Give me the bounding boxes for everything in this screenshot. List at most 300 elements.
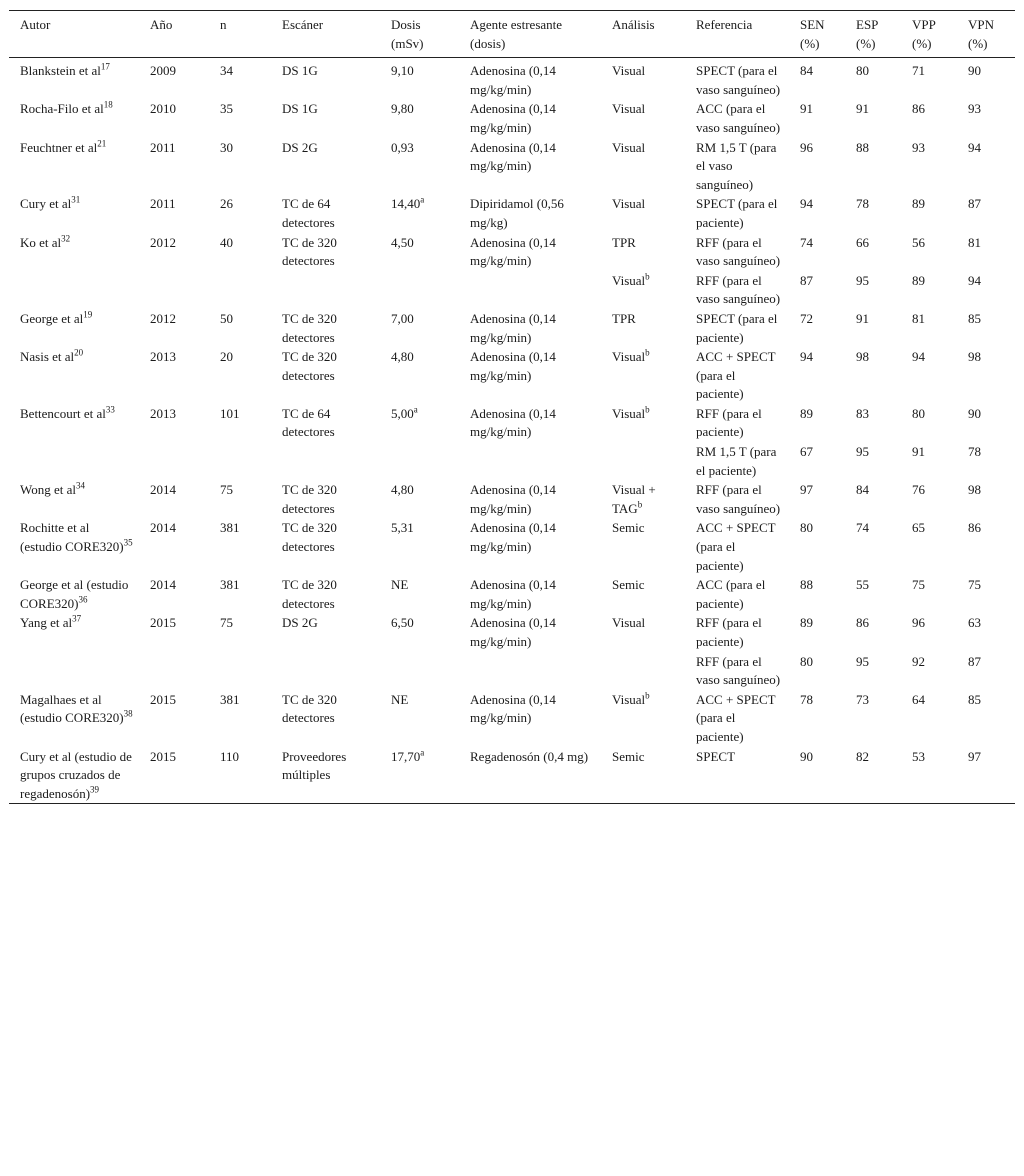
cell-analisis-text: Visual + TAG	[612, 482, 656, 516]
cell-referencia-text: RFF (para el vaso sanguíneo)	[696, 272, 781, 307]
cell-referencia	[685, 404, 789, 442]
cell-dosis-text: 4,50	[391, 234, 414, 250]
cell-autor-text: Rochitte et al (estudio CORE320)	[20, 520, 124, 555]
cell-analisis-text: Visual	[612, 196, 646, 212]
cell-n-text: 40	[220, 234, 233, 250]
cell-vpp	[901, 194, 957, 232]
cell-referencia-text: SPECT	[696, 748, 736, 764]
cell-vpn-text: 63	[968, 615, 981, 631]
cell-referencia-text: RFF (para el vaso sanguíneo)	[696, 234, 781, 269]
cell-esp	[845, 138, 901, 195]
cell-esp-text: 98	[856, 349, 869, 365]
cell-sen	[789, 233, 845, 271]
cell-esp-text: 78	[856, 196, 869, 212]
cell-escaner	[271, 575, 380, 613]
cell-esp	[845, 480, 901, 518]
cell-vpn	[957, 652, 1015, 690]
cell-agente	[459, 690, 601, 747]
cell-esp-text: 91	[856, 310, 869, 326]
cell-sen-text: 80	[800, 653, 813, 669]
cell-vpn	[957, 747, 1015, 804]
cell-n	[209, 480, 271, 518]
cell-autor-text: George et al (estudio CORE320)	[20, 577, 129, 611]
cell-vpn-text: 93	[968, 101, 981, 117]
col-header-esp: ESP (%)	[856, 17, 878, 51]
cell-agente	[459, 309, 601, 347]
cell-n	[209, 347, 271, 404]
cell-autor	[9, 652, 139, 690]
cell-sen	[789, 271, 845, 309]
cell-agente-text: Adenosina (0,14 mg/kg/min)	[470, 691, 556, 726]
cell-agente	[459, 652, 601, 690]
cell-vpp	[901, 690, 957, 747]
cell-autor	[9, 480, 139, 518]
citation-superscript: 19	[83, 309, 93, 320]
cell-esp-text: 88	[856, 139, 869, 155]
col-header-analisis: Análisis	[612, 17, 655, 32]
cell-escaner	[271, 747, 380, 804]
cell-esp	[845, 442, 901, 480]
cell-esp	[845, 347, 901, 404]
cell-vpp-text: 64	[912, 691, 925, 707]
cell-esp-text: 73	[856, 691, 869, 707]
cell-esp-text: 66	[856, 234, 869, 250]
cell-escaner-text: TC de 320 detectores	[282, 691, 337, 726]
cell-vpp-text: 91	[912, 444, 925, 460]
cell-autor	[9, 271, 139, 309]
cell-anio-text: 2015	[150, 691, 176, 707]
cell-anio-text: 2015	[150, 748, 176, 764]
cell-agente-text: Dipiridamol (0,56 mg/kg)	[470, 196, 564, 230]
citation-superscript: 37	[72, 614, 82, 625]
cell-analisis-text: Visual	[612, 101, 646, 117]
cell-analisis	[601, 480, 685, 518]
table-row	[9, 58, 1015, 100]
cell-analisis	[601, 138, 685, 195]
cell-esp-text: 74	[856, 520, 869, 536]
cell-escaner	[271, 347, 380, 404]
cell-n	[209, 138, 271, 195]
cell-analisis	[601, 233, 685, 271]
cell-analisis	[601, 613, 685, 651]
cell-anio-text: 2010	[150, 101, 176, 117]
cell-esp	[845, 575, 901, 613]
citation-superscript: 31	[71, 195, 81, 206]
cell-esp	[845, 271, 901, 309]
cell-autor	[9, 58, 139, 100]
cell-vpp-text: 56	[912, 234, 925, 250]
cell-autor-text: Blankstein et al	[20, 63, 101, 79]
cell-anio	[139, 690, 209, 747]
cell-sen-text: 87	[800, 272, 813, 288]
cell-analisis	[601, 747, 685, 804]
cell-analisis-text: Visual	[612, 139, 646, 155]
citation-superscript: 33	[105, 404, 115, 415]
cell-autor-text: George et al	[20, 310, 84, 326]
footnote-marker: b	[637, 499, 643, 510]
cell-vpn-text: 90	[968, 63, 981, 79]
table-row	[9, 747, 1015, 804]
table-row	[9, 138, 1015, 195]
cell-escaner	[271, 652, 380, 690]
cell-vpp	[901, 233, 957, 271]
cell-analisis	[601, 652, 685, 690]
cell-vpp-text: 89	[912, 272, 925, 288]
cell-sen	[789, 99, 845, 137]
cell-vpn-text: 94	[968, 272, 981, 288]
cell-sen	[789, 652, 845, 690]
cell-escaner-text: TC de 320 detectores	[282, 234, 337, 269]
cell-escaner-text: DS 2G	[282, 139, 318, 155]
cell-sen	[789, 480, 845, 518]
cell-escaner	[271, 309, 380, 347]
cell-escaner	[271, 518, 380, 575]
cell-agente-text: Adenosina (0,14 mg/kg/min)	[470, 139, 556, 174]
cell-dosis	[380, 233, 459, 271]
cell-anio-text: 2014	[150, 577, 176, 593]
cell-vpn-text: 85	[968, 310, 981, 326]
cell-vpp	[901, 613, 957, 651]
cell-vpn	[957, 309, 1015, 347]
cell-agente	[459, 575, 601, 613]
footnote-marker: a	[420, 747, 425, 758]
cell-vpp-text: 81	[912, 310, 925, 326]
cell-sen-text: 94	[800, 349, 813, 365]
cell-dosis	[380, 652, 459, 690]
cell-vpp-text: 89	[912, 196, 925, 212]
cell-n-text: 381	[220, 520, 240, 536]
cell-autor-text: Cury et al	[20, 196, 72, 212]
cell-referencia-text: RFF (para el vaso sanguíneo)	[696, 482, 781, 516]
cell-vpp-text: 65	[912, 520, 925, 536]
cell-escaner	[271, 58, 380, 100]
cell-vpn-text: 85	[968, 691, 981, 707]
cell-agente	[459, 347, 601, 404]
cell-anio	[139, 442, 209, 480]
cell-autor	[9, 309, 139, 347]
cell-anio	[139, 747, 209, 804]
cell-agente	[459, 138, 601, 195]
cell-autor-text: Magalhaes et al (estudio CORE320)	[20, 691, 124, 726]
cell-vpn-text: 98	[968, 349, 981, 365]
cell-agente	[459, 58, 601, 100]
cell-referencia	[685, 747, 789, 804]
cell-referencia	[685, 347, 789, 404]
cell-anio	[139, 652, 209, 690]
col-header-agente: Agente estresante (dosis)	[470, 17, 563, 51]
table-row	[9, 347, 1015, 404]
cell-referencia	[685, 99, 789, 137]
cell-vpn-text: 78	[968, 444, 981, 460]
cell-dosis-text: NE	[391, 691, 409, 707]
cell-analisis	[601, 690, 685, 747]
table-row	[9, 518, 1015, 575]
cell-n	[209, 518, 271, 575]
cell-vpn	[957, 480, 1015, 518]
table-row	[9, 309, 1015, 347]
cell-vpp	[901, 575, 957, 613]
cell-vpn-text: 75	[968, 577, 981, 593]
cell-esp	[845, 404, 901, 442]
cell-vpp	[901, 138, 957, 195]
cell-sen	[789, 309, 845, 347]
citation-superscript: 34	[76, 480, 85, 491]
cell-sen-text: 88	[800, 577, 813, 593]
cell-anio	[139, 233, 209, 271]
cell-esp	[845, 194, 901, 232]
cell-agente	[459, 442, 601, 480]
cell-autor	[9, 138, 139, 195]
cell-vpn	[957, 404, 1015, 442]
cell-escaner-text: TC de 64 detectores	[282, 196, 335, 230]
cell-referencia	[685, 690, 789, 747]
cell-sen	[789, 747, 845, 804]
table-row	[9, 613, 1015, 651]
cell-escaner-text: Proveedores múltiples	[282, 748, 347, 783]
cell-vpn	[957, 347, 1015, 404]
cell-n	[209, 690, 271, 747]
cell-referencia	[685, 480, 789, 518]
col-header-anio: Año	[150, 17, 173, 32]
cell-esp	[845, 99, 901, 137]
cell-vpn-text: 94	[968, 139, 981, 155]
cell-sen-text: 78	[800, 691, 813, 707]
cell-agente-text: Regadenosón (0,4 mg)	[470, 748, 589, 764]
cell-analisis-text: Visual	[612, 349, 646, 365]
citation-superscript: 39	[90, 784, 100, 795]
cell-analisis-text: Visual	[612, 63, 646, 79]
cell-sen-text: 97	[800, 482, 813, 498]
cell-referencia	[685, 518, 789, 575]
cell-vpp	[901, 480, 957, 518]
cell-anio	[139, 99, 209, 137]
cell-dosis-text: 5,00	[391, 405, 414, 421]
cell-autor-text: Yang et al	[20, 615, 73, 631]
cell-analisis	[601, 442, 685, 480]
citation-superscript: 35	[123, 537, 133, 548]
cell-dosis-text: 4,80	[391, 349, 414, 365]
table-row	[9, 271, 1015, 309]
col-header-vpp: VPP (%)	[912, 17, 936, 51]
col-header-vpn: VPN (%)	[968, 17, 995, 51]
cell-analisis-text: Semic	[612, 520, 645, 536]
cell-analisis	[601, 194, 685, 232]
cell-dosis-text: 17,70	[391, 748, 421, 764]
table-row	[9, 652, 1015, 690]
col-header-dosis: Dosis (mSv)	[391, 17, 424, 51]
footnote-marker: b	[645, 404, 650, 415]
cell-vpp	[901, 309, 957, 347]
cell-referencia-text: ACC + SPECT (para el paciente)	[696, 520, 776, 573]
table-row	[9, 99, 1015, 137]
cell-n-text: 101	[220, 405, 240, 421]
cell-anio-text: 2014	[150, 520, 176, 536]
cell-escaner-text: DS 1G	[282, 101, 318, 117]
table-row	[9, 690, 1015, 747]
cell-analisis-text: Visual	[612, 615, 646, 631]
cell-autor	[9, 518, 139, 575]
cell-sen	[789, 404, 845, 442]
cell-escaner	[271, 442, 380, 480]
cell-anio	[139, 404, 209, 442]
cell-n-text: 35	[220, 101, 233, 117]
cell-n	[209, 652, 271, 690]
cell-vpn	[957, 58, 1015, 100]
cell-dosis	[380, 194, 459, 232]
cell-referencia-text: ACC (para el vaso sanguíneo)	[696, 101, 781, 135]
cell-referencia-text: RM 1,5 T (para el paciente)	[696, 444, 777, 478]
cell-dosis-text: NE	[391, 577, 409, 593]
cell-escaner	[271, 99, 380, 137]
cell-analisis-text: Semic	[612, 748, 645, 764]
cell-referencia-text: RFF (para el paciente)	[696, 615, 762, 649]
cell-n	[209, 99, 271, 137]
cell-referencia	[685, 271, 789, 309]
cell-agente	[459, 233, 601, 271]
cell-anio	[139, 271, 209, 309]
cell-analisis	[601, 58, 685, 100]
cell-analisis	[601, 99, 685, 137]
citation-superscript: 38	[123, 709, 133, 720]
table-body	[9, 58, 1015, 804]
cell-vpn	[957, 442, 1015, 480]
cell-esp-text: 84	[856, 482, 869, 498]
cell-anio	[139, 58, 209, 100]
citation-superscript: 32	[61, 233, 71, 244]
cell-sen-text: 90	[800, 748, 813, 764]
cell-agente	[459, 99, 601, 137]
cell-escaner	[271, 613, 380, 651]
cell-escaner	[271, 138, 380, 195]
cell-referencia	[685, 233, 789, 271]
cell-analisis	[601, 271, 685, 309]
cell-referencia-text: SPECT (para el paciente)	[696, 310, 778, 345]
cell-esp-text: 91	[856, 101, 869, 117]
footnote-marker: a	[420, 195, 425, 206]
cell-vpn	[957, 99, 1015, 137]
cell-agente	[459, 480, 601, 518]
cell-esp-text: 55	[856, 577, 869, 593]
cell-vpn-text: 87	[968, 196, 981, 212]
cell-vpp-text: 93	[912, 139, 925, 155]
citation-superscript: 20	[74, 347, 84, 358]
cell-autor	[9, 690, 139, 747]
cell-anio-text: 2013	[150, 349, 176, 365]
cell-dosis	[380, 309, 459, 347]
cell-anio-text: 2014	[150, 482, 176, 498]
cell-referencia-text: RM 1,5 T (para el vaso sanguíneo)	[696, 139, 777, 192]
cell-vpp-text: 75	[912, 577, 925, 593]
cell-vpn	[957, 613, 1015, 651]
cell-agente	[459, 194, 601, 232]
cell-n	[209, 747, 271, 804]
cell-sen	[789, 194, 845, 232]
cell-vpn-text: 81	[968, 234, 981, 250]
cell-vpp-text: 80	[912, 405, 925, 421]
cell-esp	[845, 747, 901, 804]
cell-escaner-text: TC de 64 detectores	[282, 405, 335, 440]
citation-superscript: 17	[100, 61, 110, 72]
cell-analisis-text: Visual	[612, 405, 646, 421]
cell-autor	[9, 347, 139, 404]
cell-esp-text: 86	[856, 615, 869, 631]
footnote-marker: a	[413, 404, 418, 415]
cell-dosis-text: 9,80	[391, 101, 414, 117]
cell-analisis	[601, 347, 685, 404]
cell-esp	[845, 652, 901, 690]
cell-escaner	[271, 404, 380, 442]
cell-dosis	[380, 613, 459, 651]
cell-n	[209, 233, 271, 271]
citation-superscript: 18	[103, 100, 113, 111]
cell-analisis-text: Visual	[612, 691, 646, 707]
cell-escaner-text: TC de 320 detectores	[282, 520, 337, 555]
col-header-autor: Autor	[20, 17, 51, 32]
cell-analisis	[601, 575, 685, 613]
cell-anio-text: 2011	[150, 139, 176, 155]
cell-agente-text: Adenosina (0,14 mg/kg/min)	[470, 101, 556, 135]
cell-anio	[139, 138, 209, 195]
cell-agente	[459, 518, 601, 575]
cell-agente-text: Adenosina (0,14 mg/kg/min)	[470, 349, 556, 383]
cell-agente-text: Adenosina (0,14 mg/kg/min)	[470, 310, 556, 345]
cell-autor	[9, 613, 139, 651]
cell-referencia-text: RFF (para el vaso sanguíneo)	[696, 653, 781, 688]
cell-anio	[139, 347, 209, 404]
cell-dosis-text: 9,10	[391, 63, 414, 79]
cell-sen-text: 96	[800, 139, 813, 155]
cell-esp	[845, 58, 901, 100]
cell-analisis	[601, 309, 685, 347]
table-row	[9, 404, 1015, 442]
cell-vpn-text: 90	[968, 405, 981, 421]
cell-sen	[789, 442, 845, 480]
footnote-marker: b	[645, 347, 650, 358]
cell-autor	[9, 747, 139, 804]
cell-n	[209, 575, 271, 613]
cell-sen-text: 80	[800, 520, 813, 536]
cell-n	[209, 404, 271, 442]
table-row	[9, 480, 1015, 518]
cell-n	[209, 442, 271, 480]
cell-dosis-text: 4,80	[391, 482, 414, 498]
col-header-n: n	[220, 17, 227, 32]
cell-dosis	[380, 99, 459, 137]
cell-dosis	[380, 404, 459, 442]
cell-n-text: 26	[220, 196, 233, 212]
cell-anio-text: 2015	[150, 615, 176, 631]
cell-esp	[845, 309, 901, 347]
cell-vpp-text: 86	[912, 101, 925, 117]
cell-vpn	[957, 233, 1015, 271]
cell-escaner-text: TC de 320 detectores	[282, 577, 337, 611]
cell-referencia	[685, 613, 789, 651]
cell-dosis	[380, 575, 459, 613]
cell-vpn	[957, 194, 1015, 232]
cell-vpn	[957, 271, 1015, 309]
cell-n-text: 75	[220, 615, 233, 631]
table-row	[9, 442, 1015, 480]
cell-sen-text: 84	[800, 63, 813, 79]
cell-sen-text: 89	[800, 405, 813, 421]
cell-esp-text: 80	[856, 63, 869, 79]
cell-agente-text: Adenosina (0,14 mg/kg/min)	[470, 520, 556, 555]
cell-referencia-text: ACC (para el paciente)	[696, 577, 766, 611]
cell-agente	[459, 271, 601, 309]
cell-sen-text: 67	[800, 444, 813, 460]
cell-vpp	[901, 58, 957, 100]
cell-agente	[459, 613, 601, 651]
